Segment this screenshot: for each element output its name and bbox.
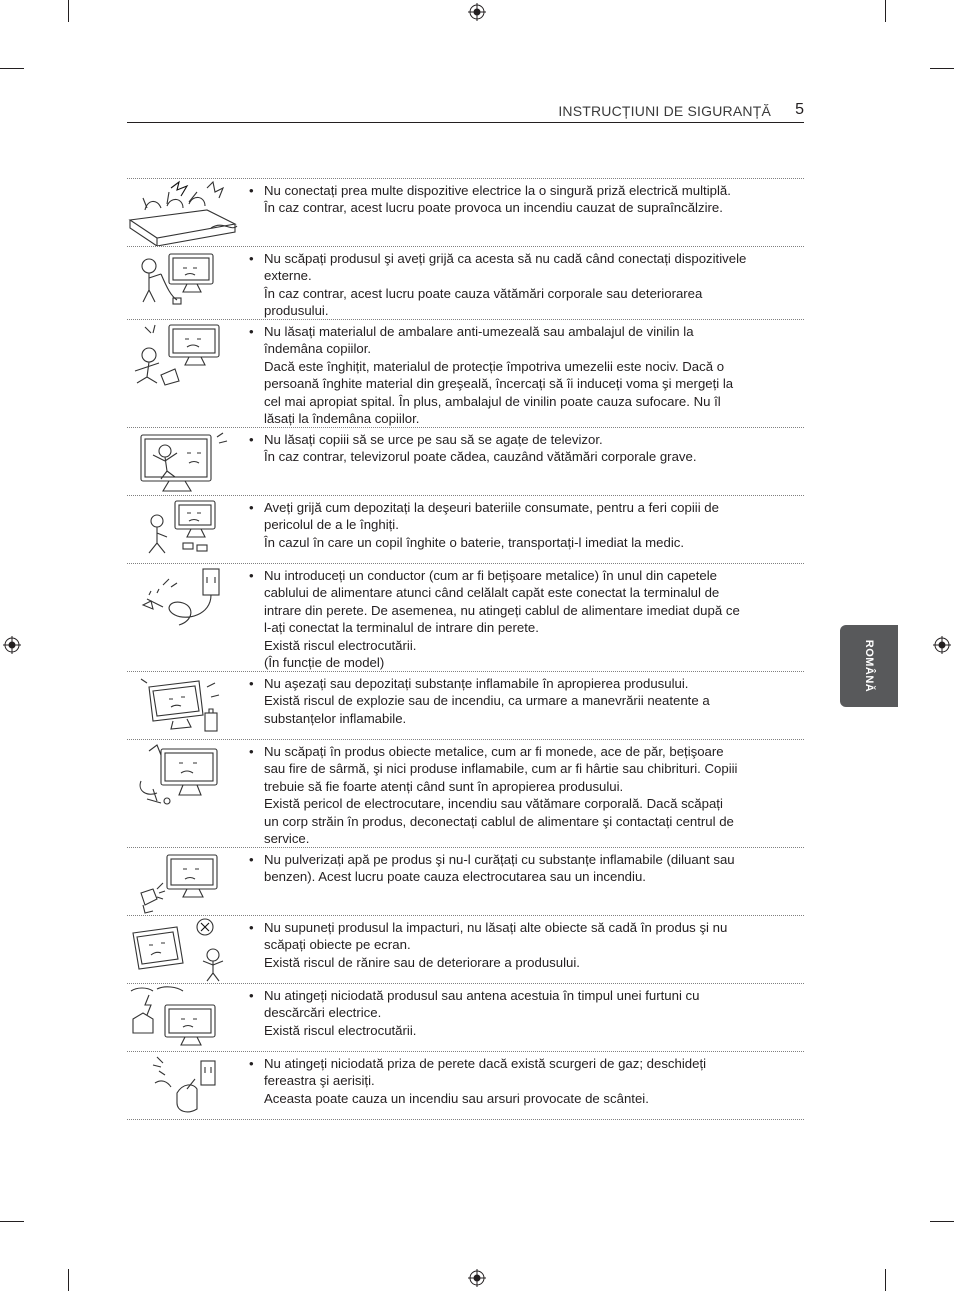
- text-line: externe.: [264, 268, 312, 284]
- table-row: [127, 564, 804, 672]
- child-climbing-tv-illustration: [127, 429, 239, 495]
- bullet-icon: •: [249, 251, 254, 266]
- instruction-text: [249, 919, 789, 971]
- bullet-icon: •: [249, 568, 254, 583]
- child-pulling-cable-tv-illustration: [127, 248, 239, 314]
- table-row: [127, 247, 804, 320]
- text-line: Nu atingeți niciodată produsul sau antena acestuia în timpul unei furtuni cu: [264, 988, 700, 1003]
- text-line: Nu lăsați materialul de ambalare anti-umezeală sau ambalajul de vinilin la: [264, 324, 694, 339]
- text-line: Nu scăpați în produs obiecte metalice, cum ar fi monede, ace de păr, bețişoare: [264, 744, 724, 759]
- crop-mark: [930, 1221, 954, 1222]
- registration-mark-icon: [468, 1269, 486, 1287]
- text-line: Nu introduceți un conductor (cum ar fi bețişoare metalice) în unul din capetele: [264, 568, 718, 583]
- text-line: produsului.: [264, 303, 329, 319]
- table-row: [127, 179, 804, 247]
- safety-instructions-table: [127, 178, 804, 1120]
- text-line: Nu supuneți produsul la impacturi, nu lăsați alte obiecte să cadă în produs şi nu: [264, 920, 728, 935]
- bullet-icon: •: [249, 183, 254, 198]
- text-line: Aceasta poate cauza un incendiu sau arsuri provocate de scântei.: [264, 1090, 649, 1106]
- instruction-text: [249, 250, 789, 320]
- child-with-packaging-illustration: [127, 321, 239, 387]
- text-line: Există riscul de rănire sau de deteriorare a produsului.: [264, 954, 580, 970]
- text-line: Dacă este înghițit, materialul de protecție împotriva umezelii este nociv. Dacă o: [264, 358, 725, 374]
- table-row: [127, 320, 804, 428]
- bullet-icon: •: [249, 432, 254, 447]
- text-line: Aveți grijă cum depozitați la deşeuri bateriile consumate, pentru a feri copiii de: [264, 500, 719, 515]
- crop-mark: [0, 1221, 24, 1222]
- lightning-storm-tv-illustration: [127, 985, 239, 1051]
- crop-mark: [885, 0, 886, 22]
- instruction-text: [249, 1055, 789, 1107]
- text-line: sau fire de sârmă, şi nici produse inflamabile, cum ar fi hârtie sau chibrituri. Copiii: [264, 761, 738, 777]
- text-line: substanțelor inflamabile.: [264, 710, 407, 726]
- bullet-icon: •: [249, 920, 254, 935]
- instruction-text: [249, 431, 789, 466]
- text-line: Nu conectați prea multe dispozitive electrice la o singură priză electrică multiplă.: [264, 183, 731, 198]
- table-row: [127, 848, 804, 916]
- page-header: [127, 100, 804, 123]
- child-swallowing-battery-illustration: [127, 497, 239, 563]
- table-row: [127, 1052, 804, 1120]
- table-row: [127, 916, 804, 984]
- registration-mark-icon: [3, 636, 21, 654]
- text-line: trebuie să fie foarte atenți când sunt în apropierea produsului.: [264, 778, 624, 794]
- table-row: [127, 984, 804, 1052]
- text-line: l-ați conectat la terminalul de intrare din perete.: [264, 620, 539, 636]
- crop-mark: [0, 68, 24, 69]
- instruction-text: [249, 182, 789, 217]
- crop-mark: [68, 0, 69, 22]
- text-line: În cazul în care un copil înghite o baterie, transportați-l imediat la medic.: [264, 534, 685, 550]
- flammable-substance-near-tv-illustration: [127, 673, 239, 739]
- bullet-icon: •: [249, 1056, 254, 1071]
- crop-mark: [68, 1269, 69, 1291]
- bullet-icon: •: [249, 744, 254, 759]
- text-line: service.: [264, 831, 310, 847]
- text-line: Nu lăsați copiii să se urce pe sau să se agațe de televizor.: [264, 432, 603, 447]
- bullet-icon: •: [249, 852, 254, 867]
- text-line: Nu pulverizați apă pe produs şi nu-l curățați cu substanțe inflamabile (diluant sau: [264, 852, 735, 867]
- text-line: Nu atingeți niciodată priza de perete dacă există scurgeri de gaz; deschideți: [264, 1056, 707, 1071]
- table-row: [127, 740, 804, 848]
- text-line: un corp străin în produs, deconectați cablul de alimentare şi contactați centrul de: [264, 813, 734, 829]
- instruction-text: [249, 675, 789, 727]
- text-line: În caz contrar, acest lucru poate provoca un incendiu cauzat de supraîncălzire.: [264, 200, 723, 216]
- text-line: benzen). Acest lucru poate cauza electrocutarea sau un incendiu.: [264, 869, 646, 885]
- text-line: În caz contrar, televizorul poate cădea, cauzând vătămări corporale grave.: [264, 449, 697, 465]
- language-tab-label: ROMÂNĂ: [863, 639, 875, 693]
- registration-mark-icon: [468, 3, 486, 21]
- instruction-text: [249, 987, 789, 1039]
- table-row: [127, 428, 804, 496]
- page-number: 5: [795, 101, 804, 118]
- text-line: Există riscul electrocutării.: [264, 637, 417, 653]
- instruction-text: [249, 499, 789, 551]
- bullet-icon: •: [249, 324, 254, 339]
- spraying-water-on-tv-illustration: [127, 849, 239, 915]
- text-line: Nu scăpați produsul şi aveți grijă ca acesta să nu cadă când conectați dispozitivele: [264, 251, 747, 266]
- instruction-text: [249, 323, 789, 427]
- text-line: Nu aşezați sau depozitați substanțe inflamabile în apropierea produsului.: [264, 676, 689, 691]
- registration-mark-icon: [933, 636, 951, 654]
- text-line: persoană înghite material din greşeală, încercați să îi induceți voma şi mergeți la: [264, 376, 734, 392]
- ball-hitting-tv-illustration: [127, 917, 239, 983]
- crop-mark: [885, 1269, 886, 1291]
- overloaded-power-strip-illustration: [127, 180, 239, 246]
- text-line: În caz contrar, acest lucru poate cauza vătămări corporale sau deteriorarea: [264, 285, 703, 301]
- bullet-icon: •: [249, 500, 254, 515]
- instruction-text: [249, 567, 789, 671]
- text-line: lăsați la îndemâna copiilor.: [264, 411, 420, 427]
- text-line: Există pericol de electrocutare, incendiu sau vătămare corporală. Dacă scăpați: [264, 796, 723, 812]
- text-line: Există riscul de explozie sau de incendiu, ca urmare a manevrării neatente a: [264, 693, 710, 709]
- text-line: scăpați obiecte pe ecran.: [264, 937, 411, 953]
- language-tab: [840, 625, 898, 707]
- text-line: îndemâna copiilor.: [264, 341, 372, 357]
- text-line: pericolul de a le înghiți.: [264, 517, 399, 533]
- crop-mark: [930, 68, 954, 69]
- text-line: (În funcție de model): [264, 655, 385, 671]
- gas-leak-wall-plug-illustration: [127, 1053, 239, 1119]
- text-line: cel mai apropiat spital. În plus, ambalajul de vinilin poate cauza sufocare. Nu îl: [264, 393, 721, 409]
- table-row: [127, 496, 804, 564]
- metal-object-in-plug-illustration: [127, 565, 239, 631]
- instruction-text: [249, 743, 789, 847]
- text-line: cablului de alimentare atunci când celălalt capăt este conectat la terminalul de: [264, 585, 720, 601]
- section-title: INSTRUCȚIUNI DE SIGURANȚĂ: [558, 103, 771, 119]
- text-line: fereastra şi aerisiți.: [264, 1073, 375, 1089]
- instruction-text: [249, 851, 789, 886]
- text-line: descărcări electrice.: [264, 1005, 382, 1021]
- text-line: Există riscul electrocutării.: [264, 1022, 417, 1038]
- table-row: [127, 672, 804, 740]
- metal-objects-into-tv-illustration: [127, 741, 239, 807]
- bullet-icon: •: [249, 676, 254, 691]
- bullet-icon: •: [249, 988, 254, 1003]
- text-line: intrare din perete. De asemenea, nu atingeți cablul de alimentare imediat după ce: [264, 602, 740, 618]
